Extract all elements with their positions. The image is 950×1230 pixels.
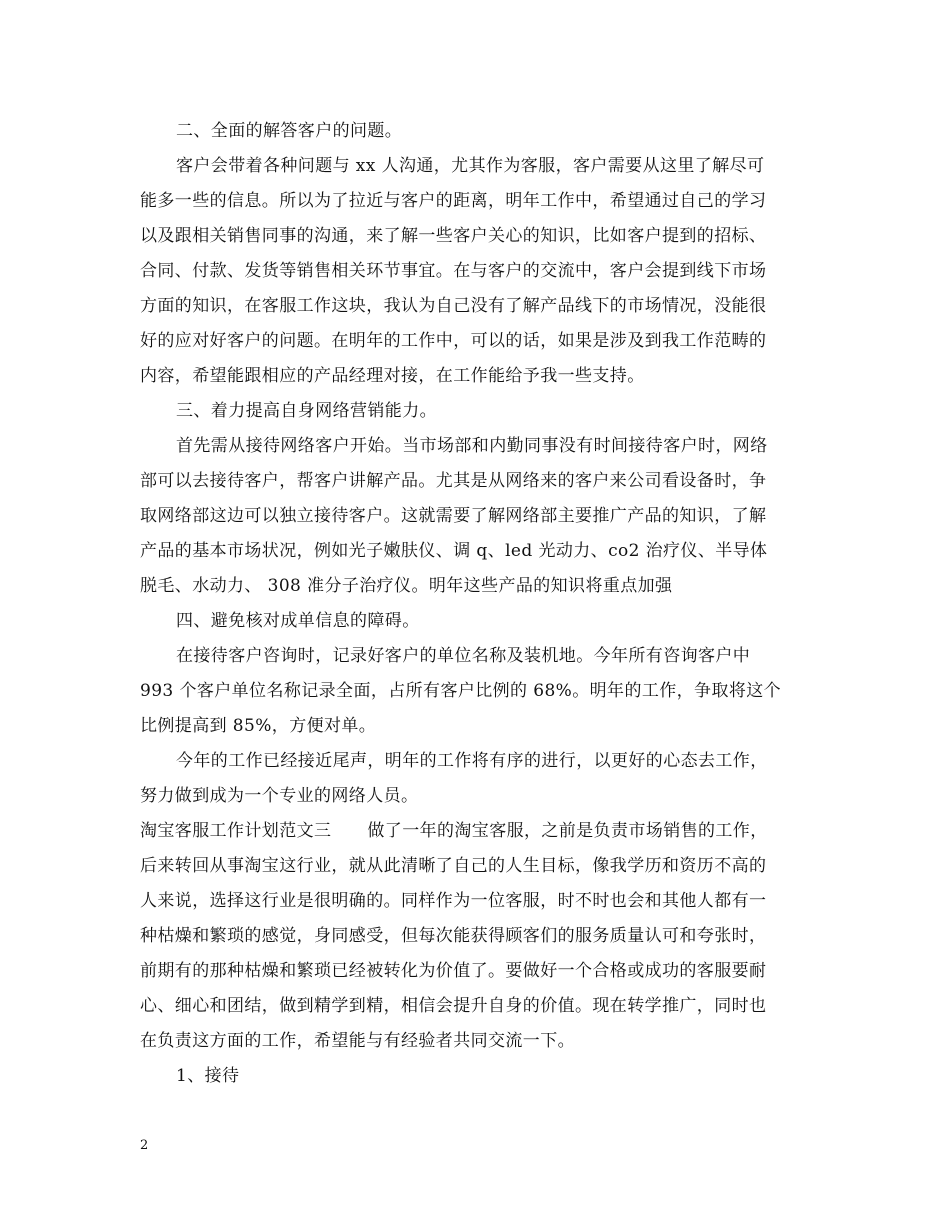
paragraph-line: 993 个客户单位名称记录全面，占所有客户比例的 68%。明年的工作，争取将这个 [140,681,782,701]
paragraph-line: 心、细心和团结，做到精学到精，相信会提升自身的价值。现在转学推广，同时也 [140,996,767,1016]
list-item-heading: 1、接待 [176,1066,240,1086]
paragraph-line: 好的应对好客户的问题。在明年的工作中，可以的话，如果是涉及到我工作范畴的 [140,331,767,351]
paragraph-line: 合同、付款、发货等销售相关环节事宜。在与客户的交流中，客户会提到线下市场 [140,261,767,281]
paragraph-line: 前期有的那种枯燥和繁琐已经被转化为价值了。要做好一个合格或成功的客服要耐 [140,961,767,981]
section-heading: 二、全面的解答客户的问题。 [176,121,403,141]
paragraph-line: 客户会带着各种问题与 xx 人沟通，尤其作为客服，客户需要从这里了解尽可 [176,156,765,176]
section-heading: 四、避免核对成单信息的障碍。 [176,611,420,631]
paragraph-line: 种枯燥和繁琐的感觉，身同感受，但每次能获得顾客们的服务质量认可和夸张时， [140,926,767,946]
paragraph-line: 方面的知识，在客服工作这块，我认为自己没有了解产品线下的市场情况，没能很 [140,296,767,316]
paragraph-line: 取网络部这边可以独立接待客户。这就需要了解网络部主要推广产品的知识，了解 [140,506,767,526]
paragraph-line: 部可以去接待客户，帮客户讲解产品。尤其是从网络来的客户来公司看设备时，争 [140,471,767,491]
paragraph-line: 后来转回从事淘宝这行业，就从此清晰了自己的人生目标，像我学历和资历不高的 [140,856,767,876]
paragraph-line: 内容，希望能跟相应的产品经理对接，在工作能给予我一些支持。 [140,366,645,386]
title-line [140,821,820,841]
paragraph-line: 能多一些的信息。所以为了拉近与客户的距离，明年工作中，希望通过自己的学习 [140,191,767,211]
section-heading: 三、着力提高自身网络营销能力。 [176,401,437,421]
paragraph-line: 首先需从接待网络客户开始。当市场部和内勤同事没有时间接待客户时，网络 [176,436,768,456]
paragraph-line: 在负责这方面的工作，希望能与有经验者共同交流一下。 [140,1031,575,1051]
paragraph-line: 在接待客户咨询时，记录好客户的单位名称及装机地。今年所有咨询客户中 [176,646,751,666]
article-title: 淘宝客服工作计划范文三 [140,821,332,841]
paragraph-line: 脱毛、水动力、 308 准分子治疗仪。明年这些产品的知识将重点加强 [140,576,673,596]
paragraph-line: 今年的工作已经接近尾声，明年的工作将有序的进行，以更好的心态去工作， [176,751,768,771]
paragraph-line: 人来说，选择这行业是很明确的。同样作为一位客服，时不时也会和其他人都有一 [140,891,767,911]
paragraph-line: 努力做到成为一个专业的网络人员。 [140,786,419,806]
page-number: 2 [140,1138,149,1153]
paragraph-line: 产品的基本市场状况，例如光子嫩肤仪、调 q、led 光动力、co2 治疗仪、半导体 [140,541,768,561]
paragraph-line: 以及跟相关销售同事的沟通，来了解一些客户关心的知识，比如客户提到的招标、 [140,226,767,246]
paragraph-text: 做了一年的淘宝客服，之前是负责市场销售的工作， [367,821,768,841]
paragraph-line: 比例提高到 85%，方便对单。 [140,716,377,736]
